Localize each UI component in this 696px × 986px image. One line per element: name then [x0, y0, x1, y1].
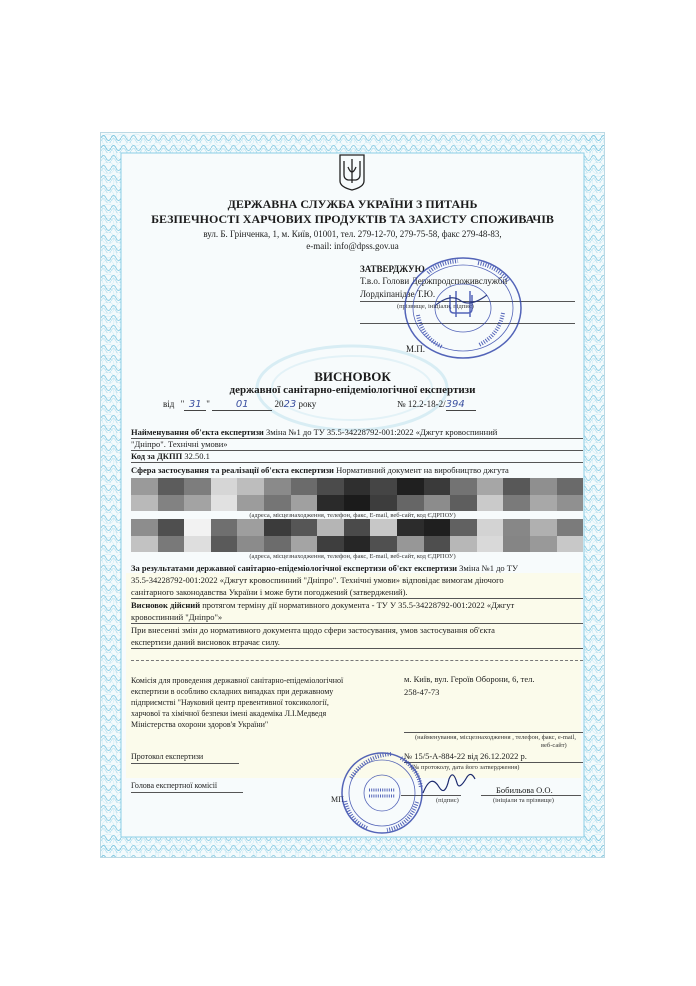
commission-address-caption-2: веб-сайт) — [541, 742, 567, 749]
date-line: від " 31 " 01 2023 року — [163, 399, 317, 410]
doc-title: ВИСНОВОК — [314, 369, 391, 384]
doc-subtitle: державної санітарно-епідеміологічної експертизи — [229, 384, 476, 396]
changes-line2: експертизи даний висновок втрачає силу. — [131, 637, 280, 647]
redacted-caption-1: (адреса, місцезнаходження, телефон, факс, E-mail, веб-сайт, код ЄДРПОУ) — [249, 512, 456, 519]
approval-name: Лордкіпанідзе Т.Ю. — [360, 289, 436, 299]
doc-number-suffix: 394 — [446, 399, 476, 411]
object-line1: Найменування об'єкта експертизи Зміна №1 до ТУ 35.5-34228792-001:2022 «Джгут кровоспинний — [131, 427, 498, 437]
commission-text-4: харчової та хімічної безпеки імені академіка Л.І.Медведя — [131, 709, 327, 718]
valid-line2: кровоспинний "Дніпро"» — [131, 612, 223, 622]
commission-stamp — [337, 748, 427, 838]
commission-address-2: 258-47-73 — [404, 687, 440, 697]
result-line2: 35.5-34228792-001:2022 «Джгут кровоспинний "Дніпро". Технічні умови» відповідає вимогам діючого — [131, 575, 504, 585]
redacted-caption-2: (адреса, місцезнаходження, телефон, факс, E-mail, веб-сайт, код ЄДРПОУ) — [249, 553, 456, 560]
valid-line1: Висновок дійсний протягом терміну дії нормативного документа - ТУ У 35.5-34228792-001:2022 «Джгут — [131, 600, 515, 610]
redacted-block-2 — [131, 519, 583, 552]
commission-text-2: експертизи в особливо складних випадках при державному — [131, 687, 334, 696]
head-mp: МП — [331, 795, 344, 804]
date-month: 01 — [212, 399, 272, 411]
certificate-sheet — [100, 132, 605, 858]
changes-line1: При внесенні змін до нормативного документа щодо сфери застосування, умов застосування об'єкта — [131, 625, 495, 635]
commission-address-caption-1: (найменування, місцезнаходження , телефон, факс, e-mail, — [415, 734, 577, 741]
result-line1: За результатами державної санітарно-епідеміологічної експертизи об'єкт експертизи Зміна №1 до ТУ — [131, 563, 518, 573]
head-signature — [419, 769, 479, 799]
commission-text-5: Міністерства охорони здоров'я України" — [131, 720, 269, 729]
org-name-line2: БЕЗПЕЧНОСТІ ХАРЧОВИХ ПРОДУКТІВ ТА ЗАХИСТУ СПОЖИВАЧІВ — [151, 212, 554, 226]
date-year: 23 — [283, 399, 297, 410]
org-email: e-mail: info@dpss.gov.ua — [306, 241, 399, 251]
code-line: Код за ДКПП 32.50.1 — [131, 451, 210, 461]
approval-mp: М.П. — [406, 344, 426, 354]
scope-line: Сфера застосування та реалізації об'єкта експертизи Нормативний документ на виробництво джгута — [131, 465, 509, 475]
approval-stamp — [398, 253, 528, 363]
protocol-caption: (№ протоколу, дата його затвердження) — [411, 764, 520, 771]
protocol-label: Протокол експертизи — [131, 752, 204, 761]
commission-text-1: Комісія для проведення державної санітарно-епідеміологічної — [131, 676, 344, 685]
commission-address-1: м. Київ, вул. Героїв Оборони, 6, тел. — [404, 674, 535, 684]
approval-caption: (прізвище, ініціали, підпис) — [397, 303, 474, 310]
object-line2: "Дніпро". Технічні умови» — [131, 439, 228, 449]
doc-number: № 12.2-18-2/394 — [397, 399, 476, 411]
result-line3: санітарного законодавства України і може бути погоджений (затверджений). — [131, 587, 408, 597]
org-address: вул. Б. Грінченка, 1, м. Київ, 01001, тел. 279-12-70, 279-75-58, факс 279-48-83, — [203, 229, 502, 239]
approval-title: ЗАТВЕРДЖУЮ — [360, 264, 425, 274]
name-caption: (ініціали та прізвище) — [493, 797, 554, 804]
approval-position: Т.в.о. Голови Держпродспоживслужби — [360, 276, 508, 286]
trident-emblem — [337, 153, 367, 191]
head-label: Голова експертної комісії — [131, 781, 218, 790]
head-name: Бобильова О.О. — [496, 785, 553, 795]
redacted-block-1 — [131, 478, 583, 511]
date-day: 31 — [184, 399, 206, 411]
org-name-line1: ДЕРЖАВНА СЛУЖБА УКРАЇНИ З ПИТАНЬ — [227, 197, 478, 211]
protocol-value: № 15/5-А-884-22 від 26.12.2022 р. — [404, 751, 527, 761]
signature-caption: (підпис) — [436, 797, 459, 804]
commission-text-3: підприємстві "Науковий центр превентивної токсикології, — [131, 698, 329, 707]
